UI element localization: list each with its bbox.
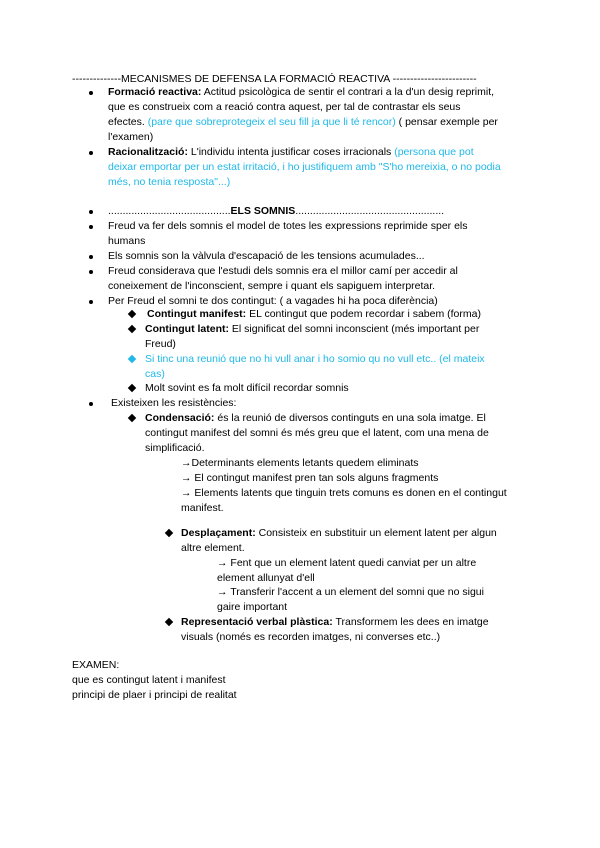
formacio-line-2: que es construeix com a reació contra aquest, per tal de contrastar els seus [108, 101, 461, 113]
racional-example-1: (persona que pot [394, 146, 474, 158]
arrow-line-5a: → Transferir l'accent a un element del somni que no sigui [217, 586, 484, 598]
dificil-line: Molt sovint es fa molt difícil recordar somnis [145, 382, 349, 394]
bullet-icon [89, 210, 93, 214]
despl-line-1 [181, 526, 497, 541]
formacio-text-3c: ( pensar exemple per [395, 116, 498, 128]
examen-title: EXAMEN: [72, 659, 120, 671]
reunio-line-2: cas) [145, 368, 165, 380]
formacio-line-4: l'examen) [108, 131, 154, 143]
arrow-line-5b: gaire important [217, 601, 288, 613]
formacio-title: Formació reactiva: [108, 86, 202, 98]
racional-title: Racionalització: [108, 146, 188, 158]
reunio-line-1: Si tinc una reunió que no hi vull anar i ho somio qu no vull etc.. (el mateix [145, 353, 485, 365]
somnis-dots-right: ................................................... [295, 205, 445, 217]
formacio-example: (pare que sobreprotegeix el seu fill ja que li té rencor) [147, 116, 396, 128]
cond-text-1: és la reunió de diversos continguts en una sola imatge. El [214, 412, 486, 424]
somnis-dots-left: .......................................... [108, 205, 231, 217]
cond-line-3: simplificació. [145, 442, 205, 454]
racional-line-1 [108, 145, 474, 160]
manifest-text: EL contingut que podem recordar i sabem (forma) [246, 308, 481, 320]
bullet-icon [89, 402, 93, 406]
diamond-bullet-icon [165, 529, 173, 537]
somnis-heading [108, 204, 444, 219]
arrow-line-1: →Determinants elements letants quedem eliminats [181, 457, 419, 469]
bullet-icon [89, 255, 93, 259]
cami-line-1: Freud considerava que l'estudi dels somnis era el millor camí per accedir al [108, 265, 458, 277]
formacio-line-1 [108, 85, 494, 100]
repr-line-1 [181, 615, 489, 630]
diamond-bullet-icon [128, 325, 136, 333]
repr-title: Representació verbal plàstica: [181, 616, 333, 628]
freud-line-2: humans [108, 235, 146, 247]
bullet-icon [89, 91, 93, 95]
arrow-line-2: → El contingut manifest pren tan sols alguns fragments [181, 472, 439, 484]
diamond-bullet-icon [128, 310, 136, 318]
bullet-icon [89, 225, 93, 229]
examen-line-1: que es contingut latent i manifest [72, 674, 226, 686]
cond-line-1 [145, 411, 486, 426]
freud-line-1: Freud va fer dels somnis el model de totes les expressions reprimide sper els [108, 220, 468, 232]
racional-example-2: deixar emportar per un estat irritació, i ho justifiquem amb "S'ho mereixia, o no podia [108, 161, 501, 173]
diamond-bullet-icon [128, 414, 136, 422]
dos-line: Per Freud el somni te dos contingut: ( a vagades hi ha poca diferència) [108, 295, 438, 307]
repr-text-1: Transformem les dees en imatge [332, 616, 489, 628]
latent-title: Contingut latent: [145, 323, 229, 335]
cami-line-2: coneixement de l'inconscient, sempre i quant els sapiguem interpretar. [108, 280, 436, 292]
racional-example-3: més, no tenia resposta"...) [108, 176, 231, 188]
cond-line-2: contingut manifest del somni és més greu que el latent, com una mena de [145, 427, 489, 439]
arrow-line-3b: manifest. [181, 502, 224, 514]
despl-line-2: altre element. [181, 542, 245, 554]
diamond-bullet-icon [128, 355, 136, 363]
despl-text-1: Consisteix en substituir un element latent per algun [255, 527, 497, 539]
bullet-icon [89, 270, 93, 274]
manifest-title: Contingut manifest: [147, 308, 247, 320]
bullet-icon [89, 300, 93, 304]
formacio-line-3 [108, 115, 498, 130]
examen-line-2: principi de plaer i principi de realitat [72, 689, 237, 701]
diamond-bullet-icon [165, 618, 173, 626]
formacio-text-1: Actitud psicològica de sentir el contrari a la d'un desig reprimit, [201, 86, 495, 98]
despl-title: Desplaçament: [181, 527, 256, 539]
repr-line-2: visuals (només es recorden imatges, ni converses etc..) [181, 631, 441, 643]
latent-line-2: Freud) [145, 338, 176, 350]
resist-intro: Existeixen les resistències: [111, 397, 237, 409]
latent-text: El significat del somni inconscient (més important per [228, 323, 480, 335]
arrow-line-3a: → Elements latents que tinguin trets comuns es donen en el contingut [181, 487, 507, 499]
section-heading-defense-mechanisms: --------------MECANISMES DE DEFENSA LA FORMACIÓ REACTIVA ------------------------ [72, 73, 477, 85]
valvula-line: Els somnis son la vàlvula d'escapació de les tensions acumulades... [108, 250, 425, 262]
manifest-line [147, 307, 481, 322]
cond-title: Condensació: [145, 412, 215, 424]
formacio-text-3a: efectes. [108, 116, 148, 128]
racional-text-1: L'individu intenta justificar coses irracionals [187, 146, 395, 158]
latent-line-1 [145, 322, 479, 337]
arrow-line-4a: → Fent que un element latent quedi canviat per un altre [217, 557, 477, 569]
arrow-line-4b: element allunyat d'ell [217, 572, 315, 584]
bullet-icon [89, 151, 93, 155]
diamond-bullet-icon [128, 384, 136, 392]
somnis-title: ELS SOMNIS [230, 205, 296, 217]
